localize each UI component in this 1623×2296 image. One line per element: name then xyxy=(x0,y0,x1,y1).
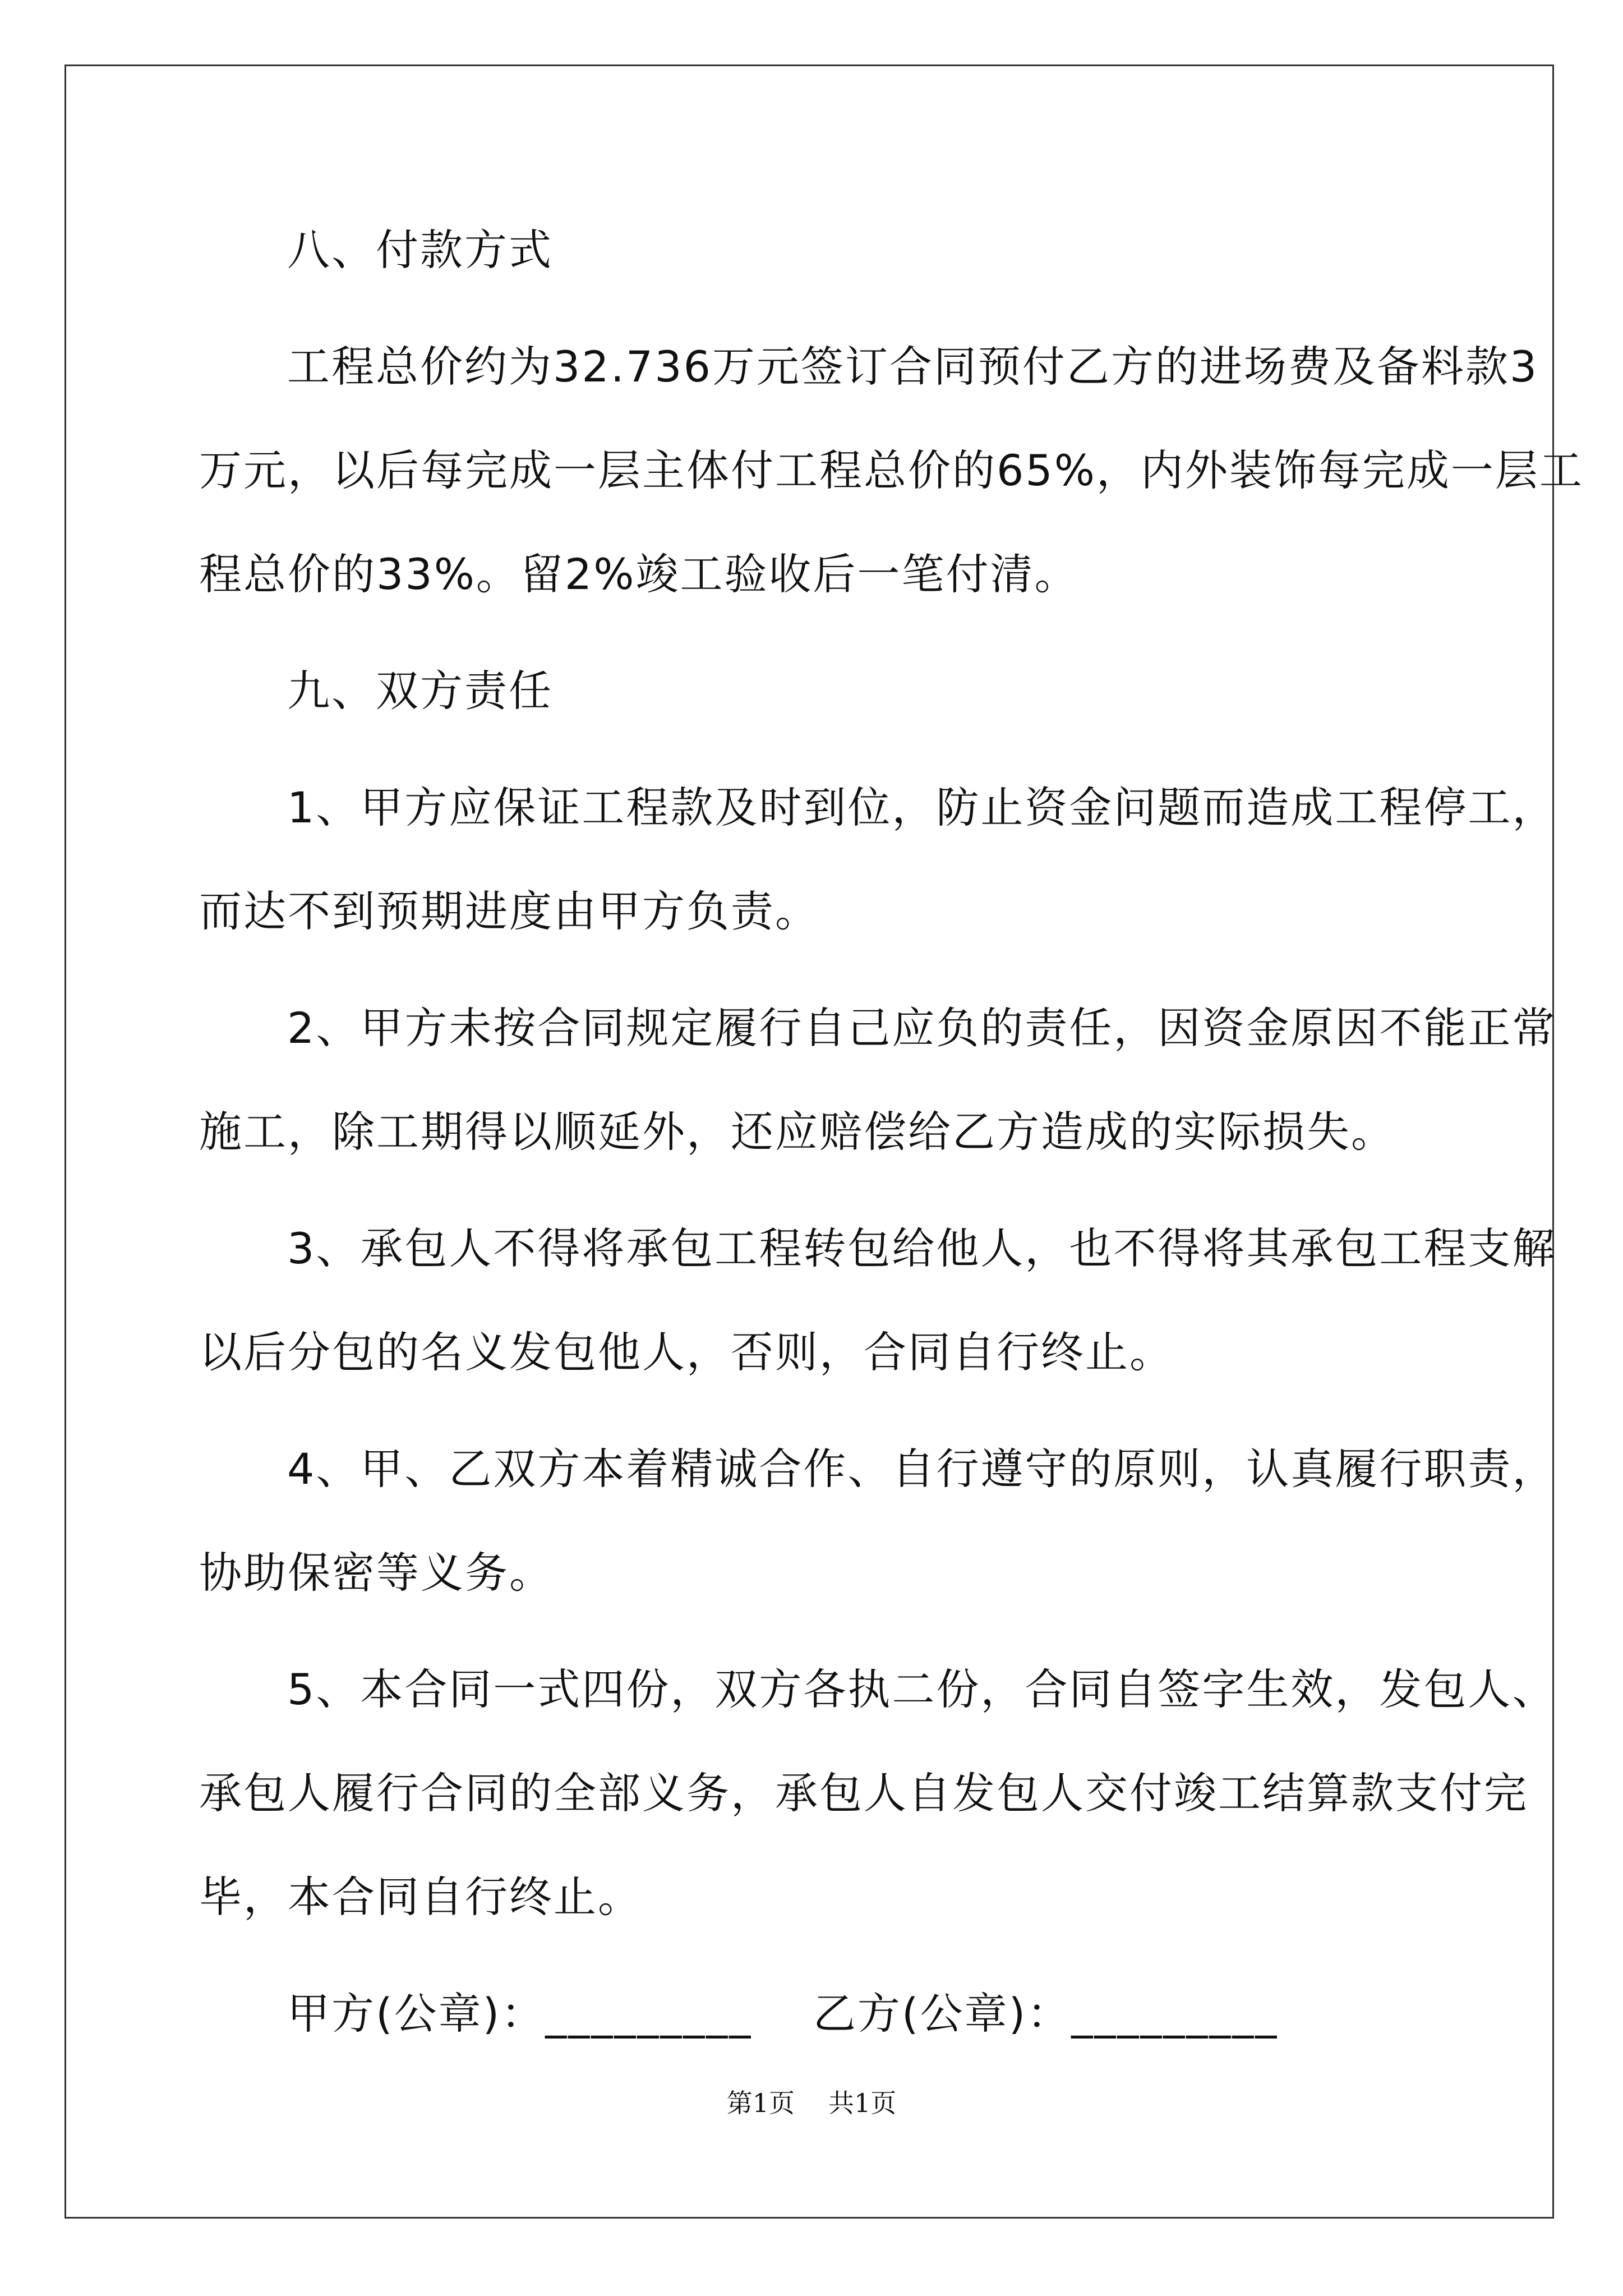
paragraph-line: 万元，以后每完成一层主体付工程总价的65%，内外装饰每完成一层工 xyxy=(199,445,1584,495)
paragraph-line: 毕，本合同自行终止。 xyxy=(199,1872,642,1922)
total-pages: 共1页 xyxy=(828,2088,897,2118)
paragraph-line: 协助保密等义务。 xyxy=(199,1548,554,1598)
paragraph-line: 1、甲方应保证工程款及时到位，防止资金问题而造成工程停工， xyxy=(287,783,1557,832)
paragraph-line: 施工，除工期得以顺延外，还应赔偿给乙方造成的实际损失。 xyxy=(199,1107,1395,1157)
paragraph-line: 3、承包人不得将承包工程转包给他人，也不得将其承包工程支解 xyxy=(287,1223,1557,1273)
paragraph-line: 2、甲方未按合同规定履行自己应负的责任，因资金原因不能正常 xyxy=(287,1003,1557,1053)
paragraph-line: 而达不到预期进度由甲方负责。 xyxy=(199,886,819,936)
paragraph-line: 承包人履行合同的全部义务，承包人自发包人交付竣工结算款支付完 xyxy=(199,1768,1528,1818)
section-heading-responsibilities: 九、双方责任 xyxy=(287,666,553,716)
paragraph-line: 程总价的33%。留2%竣工验收后一笔付清。 xyxy=(199,549,1079,599)
section-heading-payment: 八、付款方式 xyxy=(287,225,553,275)
page-border xyxy=(64,65,1584,2219)
paragraph-line: 5、本合同一式四份，双方各执二份，合同自签字生效，发包人、 xyxy=(287,1664,1557,1714)
paragraph-line: 工程总价约为32.736万元签订合同预付乙方的进场费及备料款3 xyxy=(287,342,1539,392)
paragraph-line: 以后分包的名义发包他人，否则，合同自行终止。 xyxy=(199,1327,1174,1377)
signature-line: 甲方(公章)：_________ 乙方(公章)：_________ xyxy=(287,1989,1279,2039)
page-number: 第1页 xyxy=(726,2088,795,2118)
paragraph-line: 4、甲、乙双方本着精诚合作、自行遵守的原则，认真履行职责， xyxy=(287,1444,1557,1494)
page-footer xyxy=(0,2086,1623,2120)
